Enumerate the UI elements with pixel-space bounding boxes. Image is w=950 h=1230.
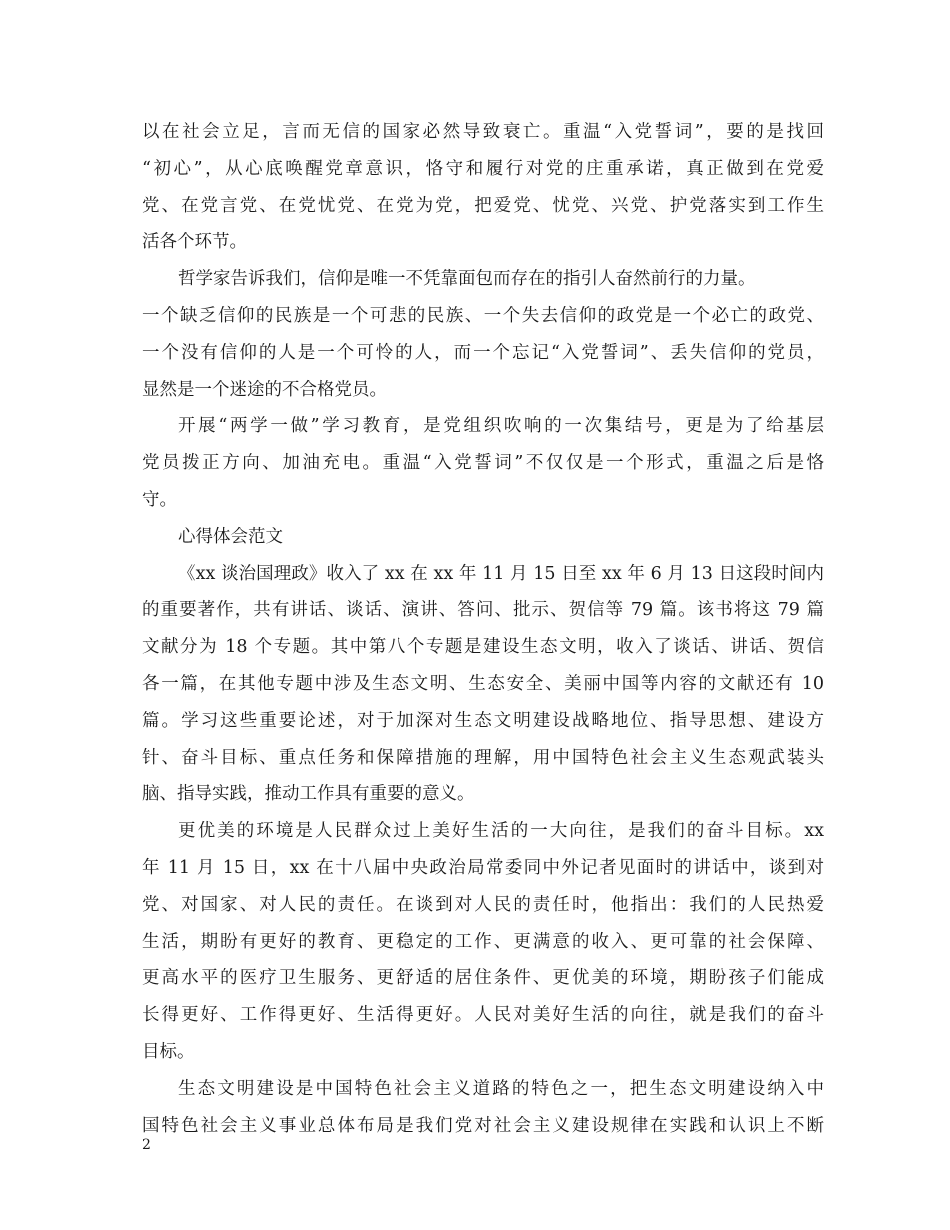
text-line: 各一篇，在其他专题中涉及生态文明、生态安全、美丽中国等内容的文献还有 10	[142, 673, 824, 694]
text-line: 篇。学习这些重要论述，对于加深对生态文明建设战略地位、指导思想、建设方	[142, 710, 824, 731]
text-line: 一个没有信仰的人是一个可怜的人，而一个忘记“入党誓词”、丢失信仰的党员，	[142, 342, 824, 363]
text-line: 以在社会立足，言而无信的国家必然导致衰亡。重温“入党誓词”，要的是找回	[142, 122, 824, 142]
text-line: 脑、指导实践，推动工作具有重要的意义。	[142, 784, 475, 805]
text-line: 生态文明建设是中国特色社会主义道路的特色之一，把生态文明建设纳入中	[178, 1078, 824, 1099]
text-line: “初心”，从心底唤醒党章意识，恪守和履行对党的庄重承诺，真正做到在党爱	[142, 158, 824, 179]
text-line: 针、奋斗目标、重点任务和保障措施的理解，用中国特色社会主义生态观武装头	[142, 747, 824, 768]
text-line: 活各个环节。	[142, 232, 247, 253]
text-line: 更高水平的医疗卫生服务、更舒适的居住条件、更优美的环境，期盼孩子们能成	[142, 968, 824, 989]
text-line: 生活，期盼有更好的教育、更稳定的工作、更满意的收入、更可靠的社会保障、	[142, 931, 824, 952]
text-line: 党、在党言党、在党忧党、在党为党，把爱党、忧党、兴党、护党落实到工作生	[142, 195, 824, 216]
text-line: 一个缺乏信仰的民族是一个可悲的民族、一个失去信仰的政党是一个必亡的政党、	[142, 305, 824, 326]
text-line: 党员拨正方向、加油充电。重温“入党誓词”不仅仅是一个形式，重温之后是恪	[142, 453, 824, 474]
text-line: 国特色社会主义事业总体布局是我们党对社会主义建设规律在实践和认识上不断	[142, 1115, 824, 1136]
text-line: 显然是一个迷途的不合格党员。	[142, 379, 387, 400]
text-line: 哲学家告诉我们，信仰是唯一不凭靠面包而存在的指引人奋然前行的力量。	[178, 269, 756, 290]
text-line: 《xx 谈治国理政》收入了 xx 在 xx 年 11 月 15 日至 xx 年 6 月 13 日这段时间内	[178, 563, 824, 584]
text-line: 心得体会范文	[178, 526, 283, 547]
text-line: 开展“两学一做”学习教育，是党组织吹响的一次集结号，更是为了给基层	[178, 416, 824, 437]
page-number: 2	[142, 1137, 151, 1153]
text-line: 党、对国家、对人民的责任。在谈到对人民的责任时，他指出：我们的人民热爱	[142, 894, 824, 915]
text-line: 文献分为 18 个专题。其中第八个专题是建设生态文明，收入了谈话、讲话、贺信	[142, 637, 824, 658]
text-line: 目标。	[142, 1041, 195, 1062]
text-line: 更优美的环境是人民群众过上美好生活的一大向往，是我们的奋斗目标。xx	[178, 821, 824, 842]
text-line: 的重要著作，共有讲话、谈话、演讲、答问、批示、贺信等 79 篇。该书将这 79 篇	[142, 600, 824, 621]
text-line: 守。	[142, 489, 177, 510]
body-text	[142, 114, 824, 1144]
text-line: 年 11 月 15 日，xx 在十八届中央政治局常委同中外记者见面时的讲话中，谈到对	[142, 857, 824, 878]
text-line: 长得更好、工作得更好、生活得更好。人民对美好生活的向往，就是我们的奋斗	[142, 1005, 824, 1026]
